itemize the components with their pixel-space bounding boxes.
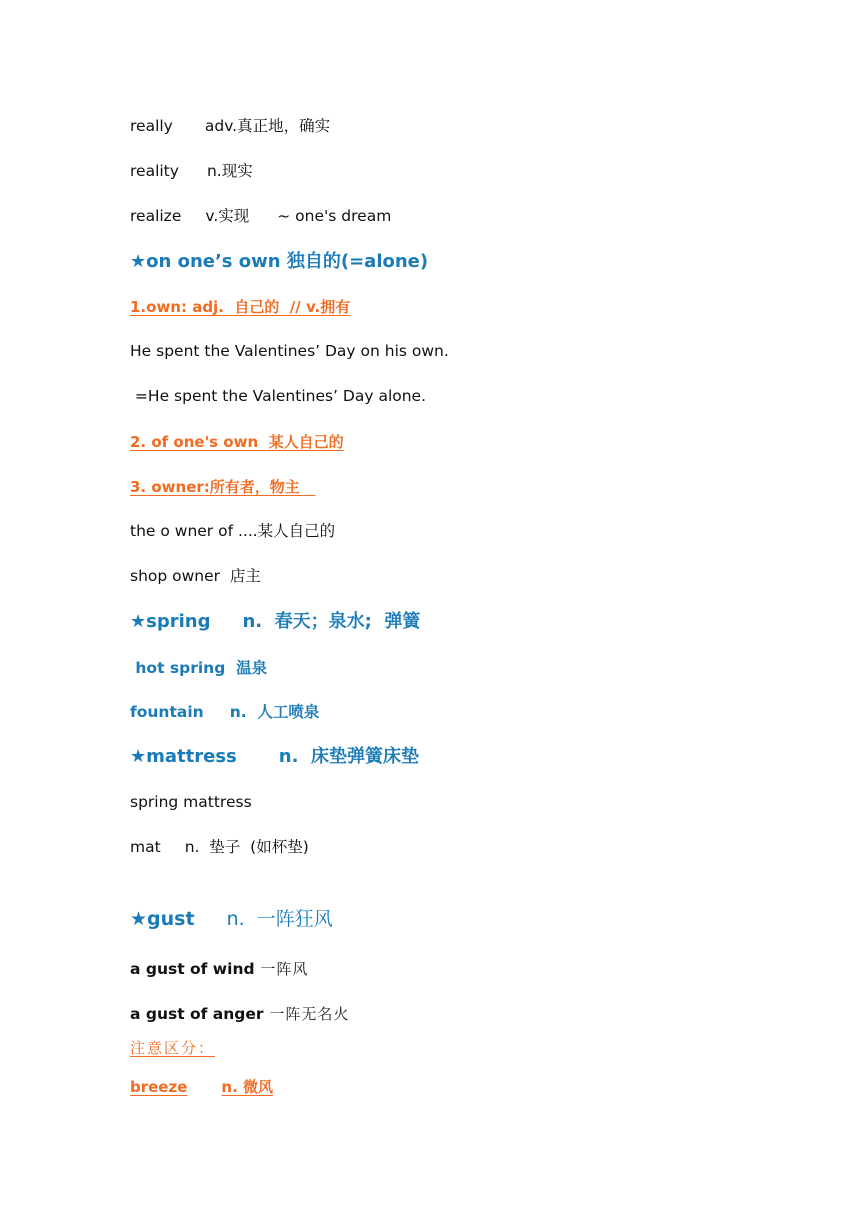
- subheading-of-ones-own: 2. of one's own 某人自己的: [130, 433, 344, 451]
- sub-entry-breeze: [130, 1080, 273, 1095]
- sub-entry-hot-spring: hot spring 温泉: [130, 659, 268, 677]
- definition: n. 微风: [221, 1078, 273, 1096]
- word: ★mattress: [130, 746, 237, 767]
- heading-on-ones-own: ★on one’s own 独自的(=alone): [130, 251, 429, 272]
- phrase: a gust of wind: [130, 960, 255, 978]
- definition: adv.真正地，确实: [204, 117, 331, 135]
- heading-spring: [130, 613, 420, 631]
- definition: n. 人工喷泉: [229, 703, 320, 721]
- note-label: 注意区分：: [130, 1039, 216, 1057]
- example-line: spring mattress: [130, 793, 252, 811]
- heading-gust: [130, 910, 333, 929]
- definition: n. 垫子 (如杯垫): [184, 838, 309, 856]
- vocab-line-reality: [130, 164, 253, 180]
- example-line: [130, 962, 308, 978]
- word: realize: [130, 207, 182, 225]
- example-sentence: He spent the Valentines’ Day on his own.: [130, 342, 449, 360]
- example: ~ one's dream: [277, 207, 392, 225]
- definition: n. 春天；泉水; 弹簧: [242, 611, 421, 632]
- example-line: the o wner of ....某人自己的: [130, 522, 336, 540]
- vocab-line-realize: [130, 209, 391, 225]
- vocab-line-mat: [130, 840, 309, 856]
- heading-mattress: [130, 748, 419, 766]
- phrase: a gust of anger: [130, 1005, 264, 1023]
- definition: n. 一阵狂风: [226, 908, 333, 930]
- word: breeze: [130, 1078, 188, 1096]
- word: reality: [130, 162, 179, 180]
- translation: 一阵无名火: [263, 1005, 350, 1023]
- subheading-own: 1.own: adj. 自己的 // v.拥有: [130, 298, 351, 316]
- definition: v.实现: [205, 207, 250, 225]
- word: fountain: [130, 703, 204, 721]
- word: ★spring: [130, 611, 211, 632]
- word: ★gust: [130, 908, 195, 930]
- definition: n.现实: [206, 162, 253, 180]
- vocab-line-really: [130, 119, 330, 135]
- example-sentence: =He spent the Valentines’ Day alone.: [130, 387, 427, 405]
- translation: 一阵风: [254, 960, 309, 978]
- example-line: [130, 1007, 349, 1023]
- definition: n. 床垫弹簧床垫: [278, 746, 419, 767]
- example-line: shop owner 店主: [130, 567, 261, 585]
- subheading-owner: 3. owner:所有者，物主: [130, 478, 316, 496]
- word: mat: [130, 838, 161, 856]
- word: really: [130, 117, 173, 135]
- sub-entry-fountain: [130, 705, 319, 721]
